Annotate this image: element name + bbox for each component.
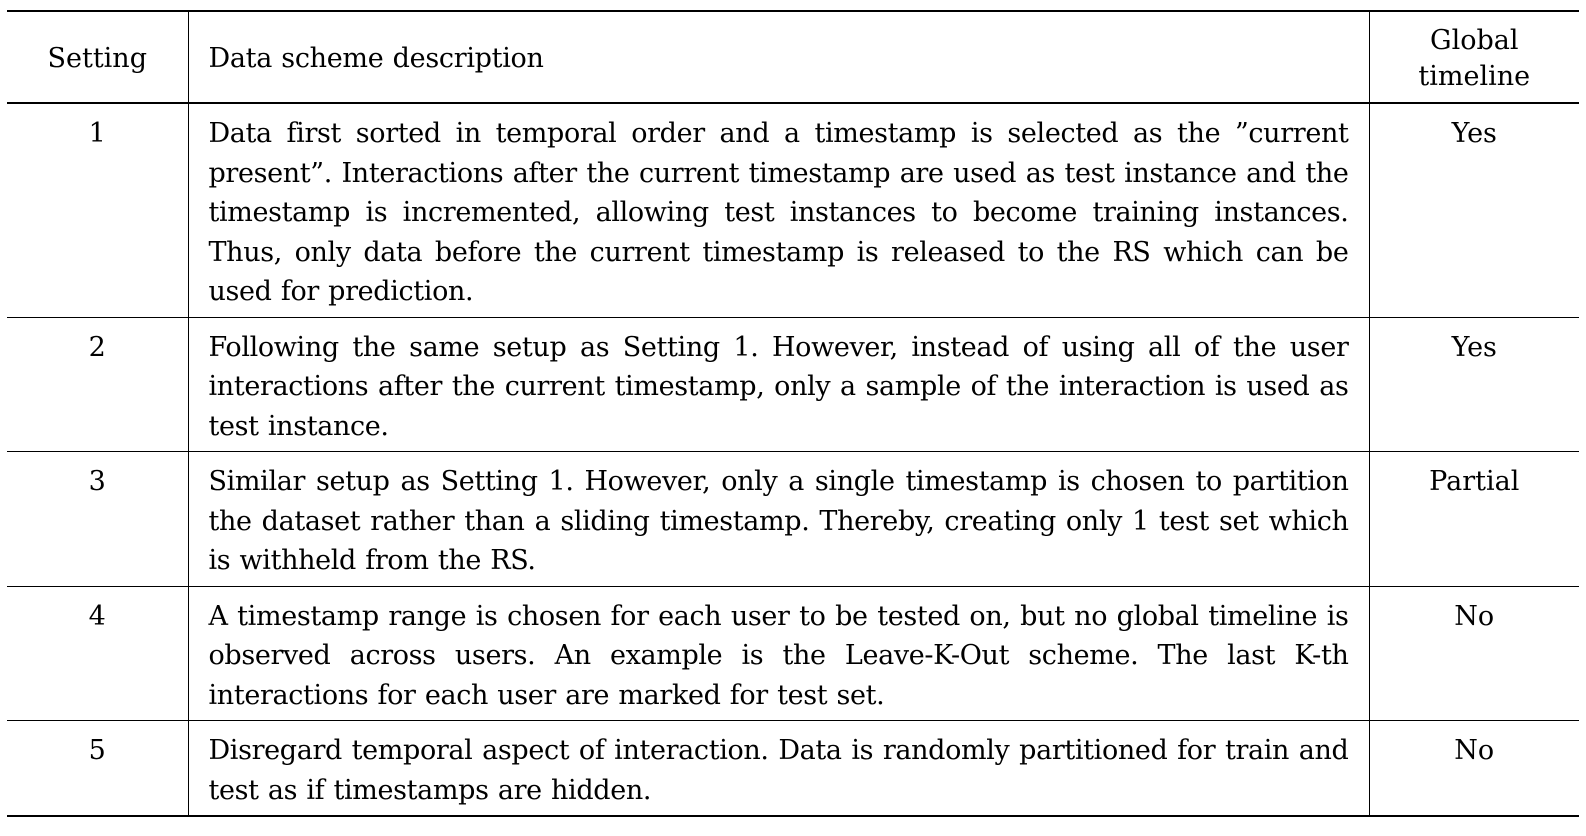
header-global-timeline <box>1369 11 1579 103</box>
cell-global-timeline: No <box>1454 600 1495 632</box>
table-row <box>7 586 1579 721</box>
cell-setting: 1 <box>7 103 188 317</box>
cell-global-timeline: Yes <box>1451 331 1497 363</box>
cell-setting: 2 <box>7 317 188 452</box>
cell-setting: 5 <box>7 721 188 817</box>
cell-global-timeline: No <box>1454 735 1495 766</box>
header-global-line1: Global <box>1430 24 1519 56</box>
cell-description: Following the same setup as Setting 1. However, instead of using all of the user interactions after the current timestamp, only a sample of the interaction is used as test instance. <box>188 317 1369 452</box>
data-scheme-table <box>7 10 1579 817</box>
table-row <box>7 103 1579 317</box>
table-row <box>7 721 1579 817</box>
header-global-line2: timeline <box>1418 60 1531 92</box>
data-scheme-table-container <box>7 10 1579 817</box>
cell-global-timeline: Partial <box>1429 466 1520 497</box>
cell-description: Similar setup as Setting 1. However, only a single timestamp is chosen to partition the dataset rather than a sliding timestamp. Thereby, creating only 1 test set which is withheld from the RS. <box>188 452 1369 587</box>
cell-description: A timestamp range is chosen for each user to be tested on, but no global timeline is observed across users. An example is the Leave-K-Out scheme. The last K-th interactions for each user are marked for test set. <box>188 586 1369 721</box>
cell-setting: 3 <box>7 452 188 587</box>
table-header <box>7 11 1579 103</box>
header-setting: Setting <box>7 11 188 103</box>
cell-global-timeline: Yes <box>1451 118 1497 149</box>
table-body <box>7 103 1579 816</box>
cell-setting: 4 <box>7 586 188 721</box>
table-row <box>7 452 1579 587</box>
cell-description: Data first sorted in temporal order and a timestamp is selected as the ”current present”. Interactions after the current timestamp are used as test instance and the timestamp is incremented, allowing test instances to become training instances. Thus, only data before the current timestamp is released to the RS which can be used for prediction. <box>188 103 1369 317</box>
cell-description: Disregard temporal aspect of interaction. Data is randomly partitioned for train and test as if timestamps are hidden. <box>188 721 1369 817</box>
header-row <box>7 11 1579 103</box>
table-row <box>7 317 1579 452</box>
header-description: Data scheme description <box>188 11 1369 103</box>
